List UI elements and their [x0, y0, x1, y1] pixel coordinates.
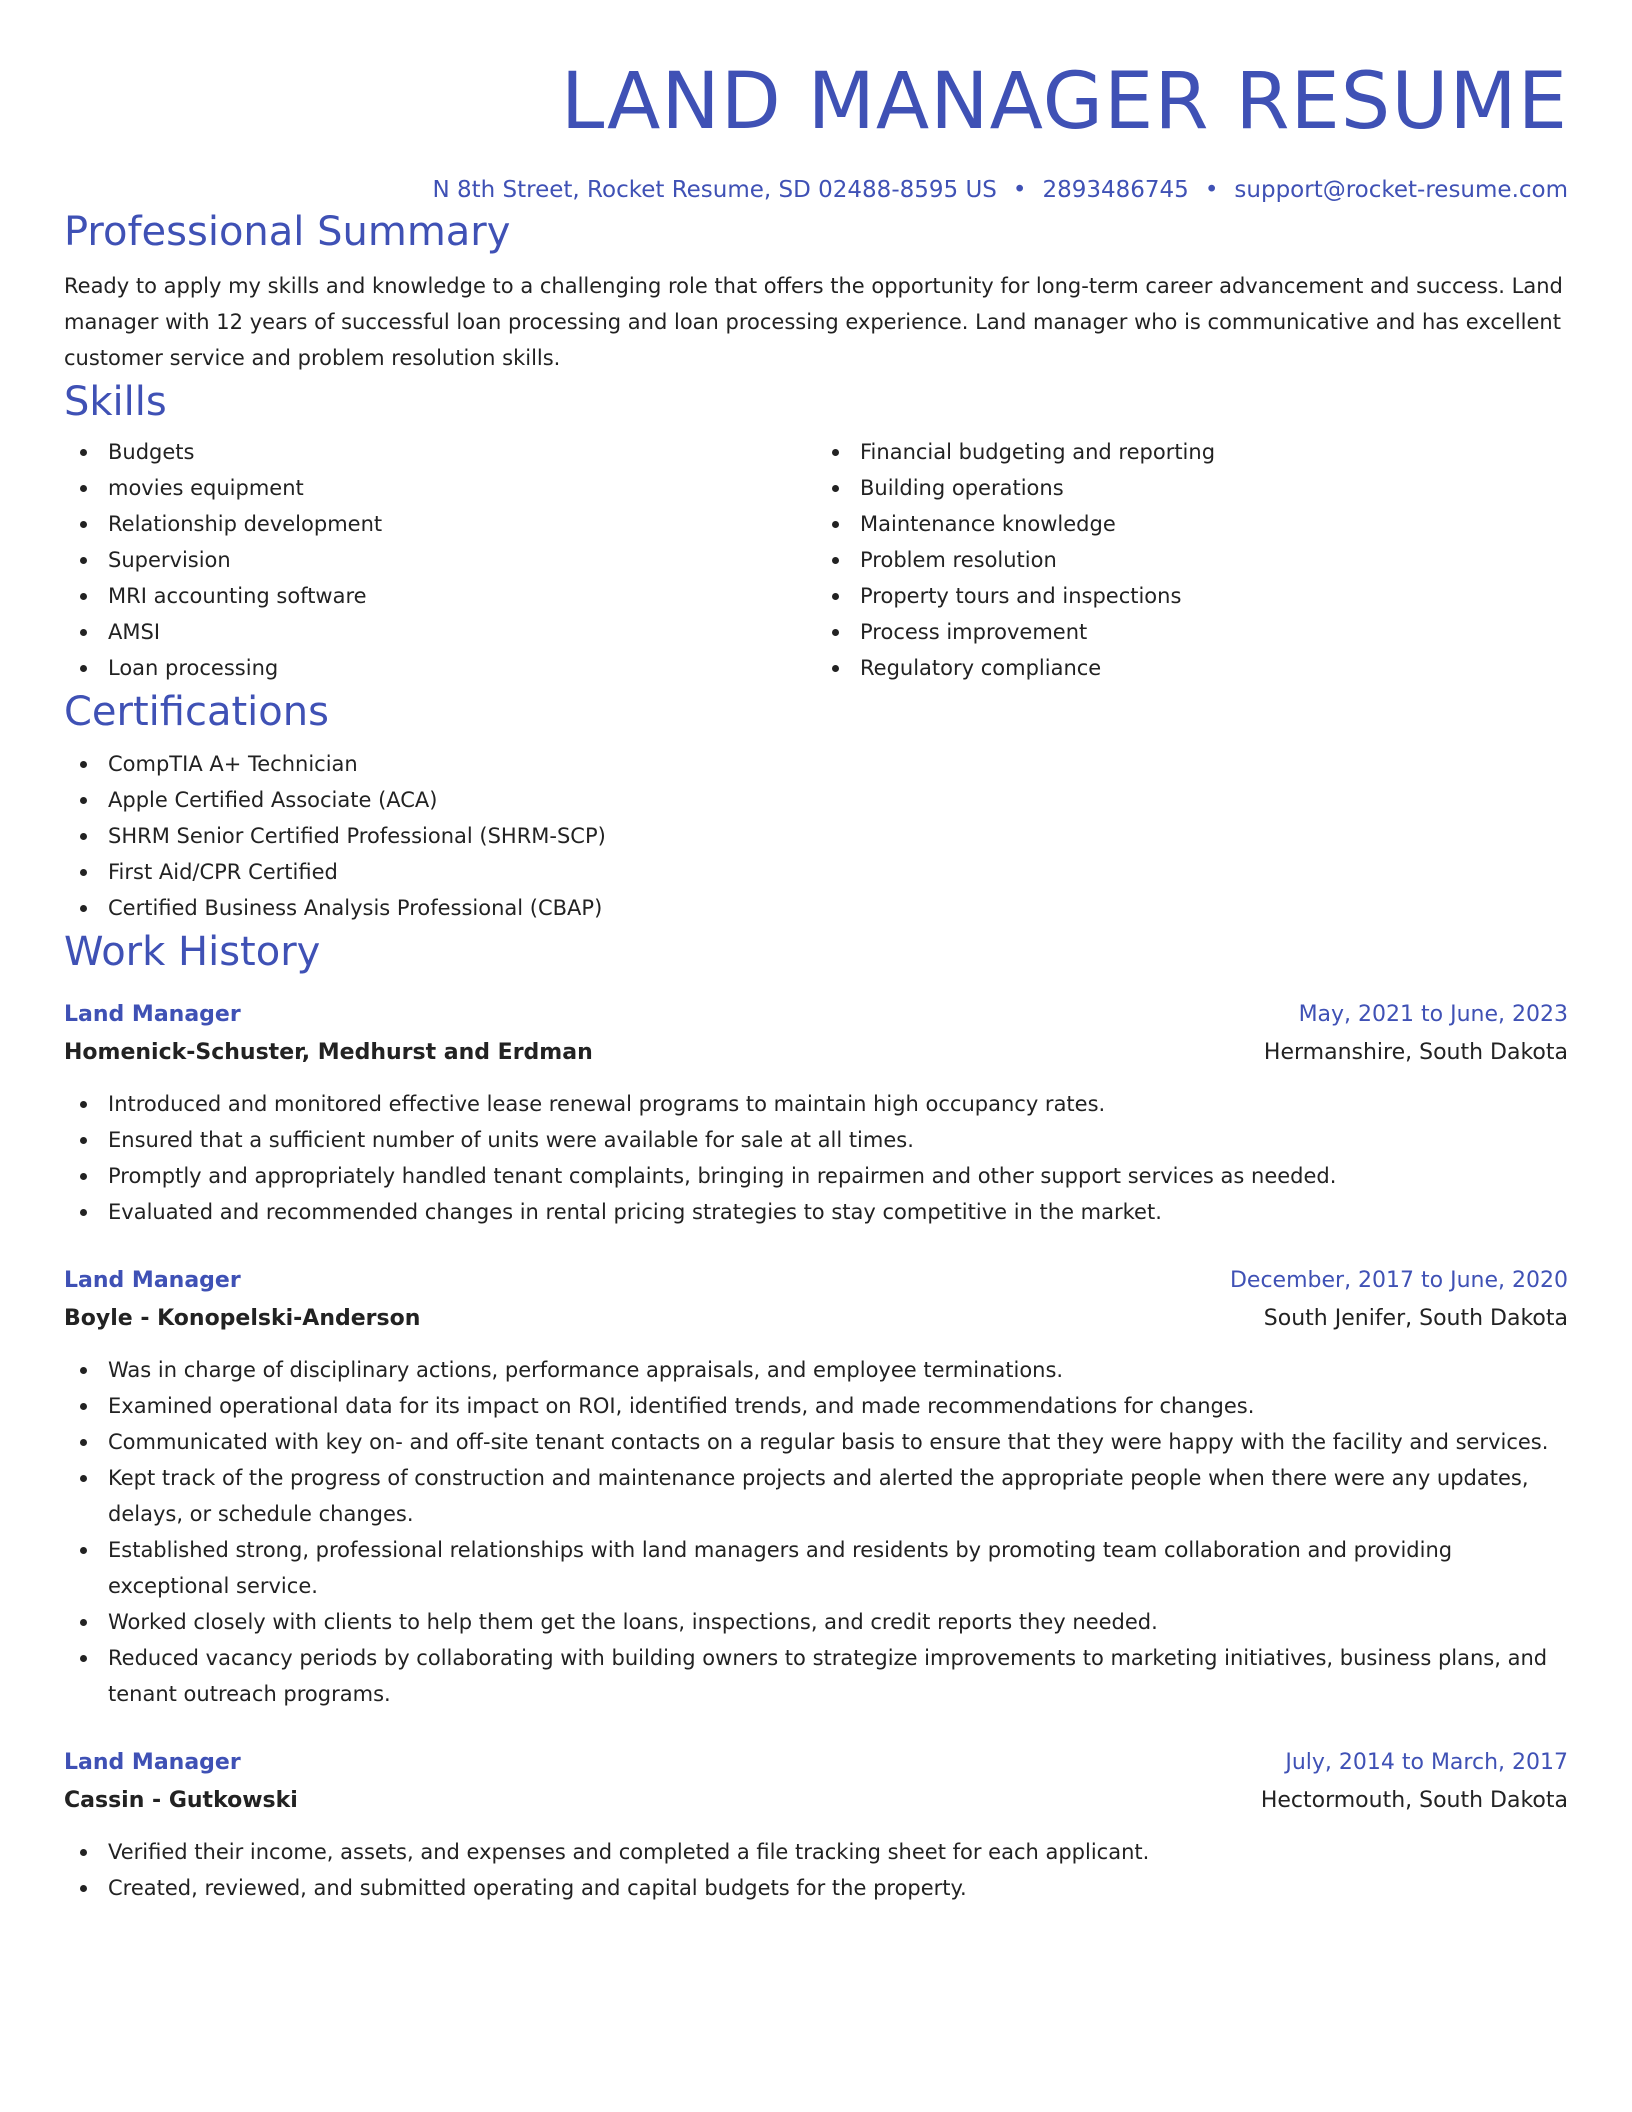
certification-item: SHRM Senior Certified Professional (SHRM-SCP)	[108, 818, 1568, 854]
job-header-row	[64, 1262, 1568, 1300]
job-duties-list	[64, 1086, 1568, 1230]
job-duty: Evaluated and recommended changes in rental pricing strategies to stay competitive in the market.	[108, 1194, 1568, 1230]
job-company: Homenick-Schuster, Medhurst and Erdman	[64, 1040, 593, 1065]
certification-item: Certified Business Analysis Professional (CBAP)	[108, 890, 1568, 926]
job-duties-list	[64, 1352, 1568, 1712]
separator-dot: •	[1012, 177, 1027, 203]
certifications-list	[64, 746, 1568, 926]
summary-text: Ready to apply my skills and knowledge to a challenging role that offers the opportunity for long-term career advancement and success. Land manager with 12 years of successful loan processing and loan processing experience. Land manager who is communicative and has excellent customer service and problem resolution skills.	[64, 274, 1563, 370]
skill-item: Building operations	[860, 470, 1568, 506]
contact-phone: 2893486745	[1042, 177, 1189, 203]
job-entry	[64, 996, 1568, 1230]
job-company-row	[64, 1782, 1568, 1820]
summary-heading: Professional Summary	[64, 209, 511, 255]
resume-title: LAND MANAGER RESUME	[560, 57, 1568, 147]
job-location: Hermanshire, South Dakota	[1263, 1040, 1568, 1065]
certification-item: First Aid/CPR Certified	[108, 854, 1568, 890]
skills-list-right	[816, 434, 1568, 686]
skill-item: AMSI	[108, 614, 816, 650]
job-dates: July, 2014 to March, 2017	[1285, 1750, 1568, 1775]
skills-list-left	[64, 434, 816, 686]
job-company: Boyle - Konopelski-Anderson	[64, 1306, 421, 1331]
job-location: Hectormouth, South Dakota	[1260, 1788, 1568, 1813]
skills-grid	[64, 434, 1568, 686]
job-duty: Was in charge of disciplinary actions, performance appraisals, and employee terminations.	[108, 1352, 1568, 1388]
certification-item: Apple Certified Associate (ACA)	[108, 782, 1568, 818]
certifications-heading: Certifications	[64, 689, 329, 735]
job-duty: Created, reviewed, and submitted operating and capital budgets for the property.	[108, 1870, 1568, 1906]
job-title: Land Manager	[64, 1002, 241, 1027]
job-duty: Communicated with key on- and off-site tenant contacts on a regular basis to ensure that they were happy with the facility and services.	[108, 1424, 1568, 1460]
job-company-row	[64, 1034, 1568, 1072]
job-duty: Established strong, professional relationships with land managers and residents by promoting team collaboration and providing exceptional service.	[108, 1532, 1568, 1604]
skill-item: MRI accounting software	[108, 578, 816, 614]
skill-item: Process improvement	[860, 614, 1568, 650]
job-entry	[64, 1744, 1568, 1906]
job-entry	[64, 1262, 1568, 1712]
contact-address: N 8th Street, Rocket Resume, SD 02488-8595 US	[432, 177, 997, 203]
separator-dot: •	[1204, 177, 1219, 203]
job-duty: Kept track of the progress of construction and maintenance projects and alerted the appropriate people when there were any updates, delays, or schedule changes.	[108, 1460, 1568, 1532]
job-duty: Reduced vacancy periods by collaborating with building owners to strategize improvements to marketing initiatives, business plans, and tenant outreach programs.	[108, 1640, 1568, 1712]
job-location: South Jenifer, South Dakota	[1263, 1306, 1568, 1331]
contact-line	[64, 174, 1568, 206]
job-duty: Worked closely with clients to help them get the loans, inspections, and credit reports they needed.	[108, 1604, 1568, 1640]
skill-item: movies equipment	[108, 470, 816, 506]
job-duty: Promptly and appropriately handled tenant complaints, bringing in repairmen and other support services as needed.	[108, 1158, 1568, 1194]
skill-item: Supervision	[108, 542, 816, 578]
job-header-row	[64, 996, 1568, 1034]
skill-item: Loan processing	[108, 650, 816, 686]
job-duty: Ensured that a sufficient number of units were available for sale at all times.	[108, 1122, 1568, 1158]
job-duty: Examined operational data for its impact on ROI, identified trends, and made recommendations for changes.	[108, 1388, 1568, 1424]
job-company-row	[64, 1300, 1568, 1338]
skill-item: Relationship development	[108, 506, 816, 542]
skill-item: Financial budgeting and reporting	[860, 434, 1568, 470]
skill-item: Regulatory compliance	[860, 650, 1568, 686]
skills-heading: Skills	[64, 379, 167, 425]
job-duties-list	[64, 1834, 1568, 1906]
job-header-row	[64, 1744, 1568, 1782]
job-dates: December, 2017 to June, 2020	[1229, 1268, 1568, 1293]
skill-item: Maintenance knowledge	[860, 506, 1568, 542]
skill-item: Problem resolution	[860, 542, 1568, 578]
certification-item: CompTIA A+ Technician	[108, 746, 1568, 782]
job-duty: Verified their income, assets, and expenses and completed a file tracking sheet for each applicant.	[108, 1834, 1568, 1870]
skill-item: Budgets	[108, 434, 816, 470]
skill-item: Property tours and inspections	[860, 578, 1568, 614]
contact-email: support@rocket-resume.com	[1234, 177, 1568, 203]
work-history-heading: Work History	[64, 929, 321, 975]
job-company: Cassin - Gutkowski	[64, 1788, 298, 1813]
job-duty: Introduced and monitored effective lease renewal programs to maintain high occupancy rates.	[108, 1086, 1568, 1122]
job-title: Land Manager	[64, 1268, 241, 1293]
job-dates: May, 2021 to June, 2023	[1298, 1002, 1568, 1027]
job-title: Land Manager	[64, 1750, 241, 1775]
